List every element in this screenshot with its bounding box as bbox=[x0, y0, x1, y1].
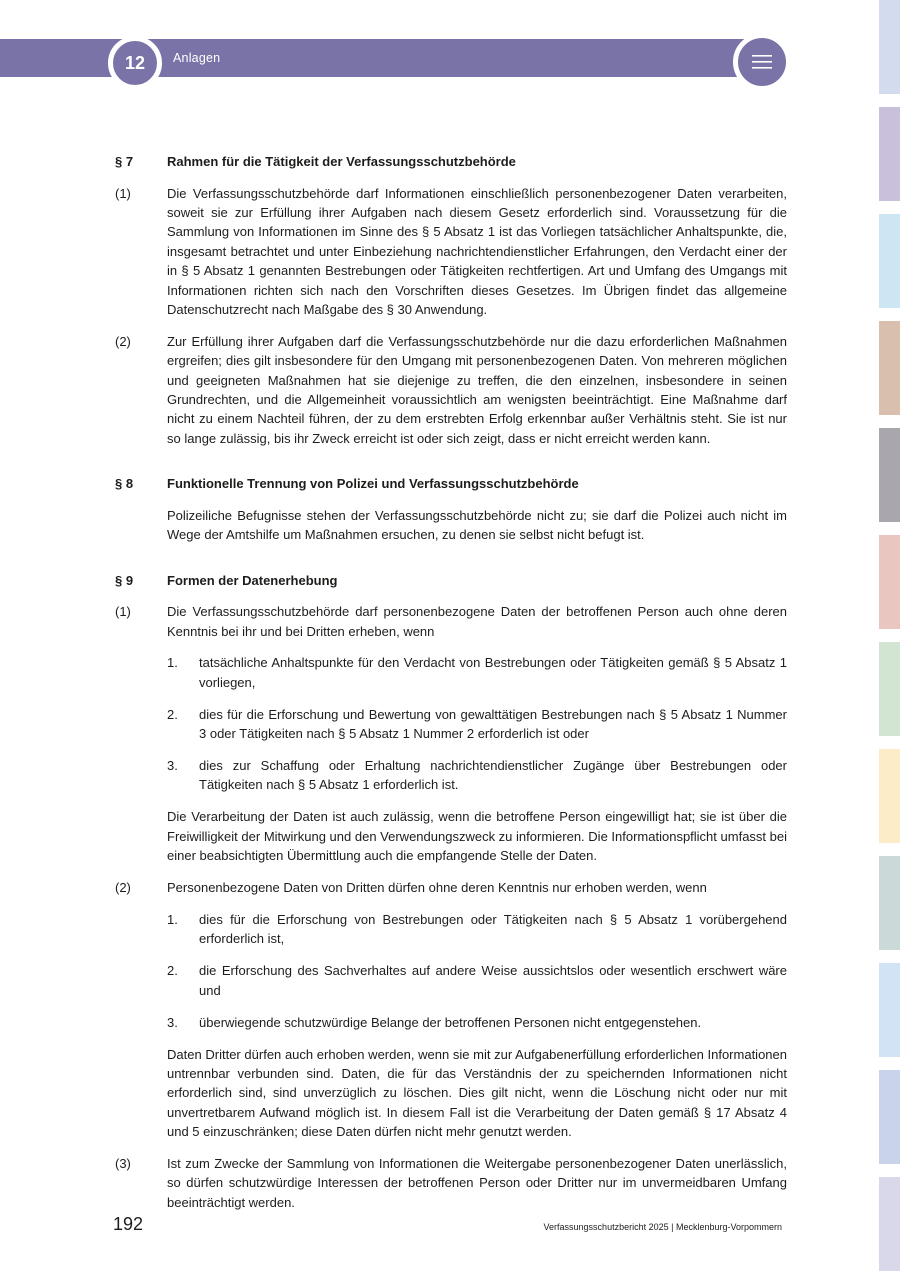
side-tab-chapter-11[interactable] bbox=[879, 1070, 900, 1164]
paragraph-number: (1) bbox=[115, 604, 131, 620]
chapter-number-badge: 12 bbox=[108, 36, 162, 90]
section bbox=[115, 474, 787, 544]
paragraph-number: (2) bbox=[115, 333, 131, 349]
paragraph-text: Die Verarbeitung der Daten ist auch zulässig, wenn die betroffene Person eingewilligt hat; sie ist über die Freiwilligkeit der Mitwirkung und den Verwendungszweck zu informieren. Die Informationspflicht umfasst bei einer beabsichtigten Übermittlung auch die empfangende Stelle der Daten. bbox=[167, 809, 787, 864]
list-item-number: 1. bbox=[167, 911, 178, 927]
side-tab-chapter-4[interactable] bbox=[879, 321, 900, 415]
section-heading bbox=[115, 474, 787, 493]
list-item-number: 2. bbox=[167, 706, 178, 722]
paragraph bbox=[115, 184, 787, 320]
list-item bbox=[167, 705, 787, 744]
side-tab-chapter-2[interactable] bbox=[879, 107, 900, 201]
chapter-label: Anlagen bbox=[173, 51, 221, 65]
paragraph-number bbox=[115, 1045, 167, 1142]
section bbox=[115, 571, 787, 1213]
document-body bbox=[115, 152, 787, 1212]
section-heading bbox=[115, 571, 787, 590]
section-title: Rahmen für die Tätigkeit der Verfassungsschutzbehörde bbox=[167, 154, 516, 169]
paragraph-number: (3) bbox=[115, 1156, 131, 1172]
list-item-number: 3. bbox=[167, 758, 178, 774]
side-tab-chapter-6[interactable] bbox=[879, 535, 900, 629]
side-tab-chapter-3[interactable] bbox=[879, 214, 900, 308]
paragraph-text: Zur Erfüllung ihrer Aufgaben darf die Verfassungsschutzbehörde nur die dazu erforderlichen Maßnahmen ergreifen; dies gilt insbesondere für den Umgang mit personenbezogenen Daten. Von mehreren möglichen und geeigneten Maßnahmen hat sie diejenige zu treffen, die den einzelnen, insbesondere in seinen Grundrechten, und die Allgemeinheit voraussichtlich am wenigsten beeinträchtigt. Eine Maßnahme darf nicht zu einem Nachteil führen, der zu dem erstrebten Erfolg erkennbar außer Verhältnis steht. Sie ist nur so lange zulässig, bis ihr Zweck erreicht ist oder sich zeigt, dass er nicht erreicht werden kann. bbox=[167, 333, 787, 446]
page-number: 192 bbox=[113, 1214, 144, 1234]
numbered-list bbox=[167, 910, 787, 1032]
paragraph-text: Polizeiliche Befugnisse stehen der Verfassungsschutzbehörde nicht zu; sie darf die Polizei auch nicht im Wege der Amtshilfe um Maßnahmen ersuchen, zu denen sie selbst nicht befugt ist. bbox=[167, 507, 787, 543]
list-item-text: die Erforschung des Sachverhaltes auf andere Weise aussichtslos oder wesentlich erschwert wäre und bbox=[199, 963, 787, 998]
menu-button[interactable] bbox=[733, 33, 791, 91]
section-title: Funktionelle Trennung von Polizei und Verfassungsschutzbehörde bbox=[167, 476, 579, 492]
section-heading bbox=[115, 152, 787, 171]
paragraph-number bbox=[115, 807, 167, 865]
section-number: § 9 bbox=[115, 572, 134, 588]
list-item-number: 1. bbox=[167, 655, 178, 671]
list-item-text: dies für die Erforschung von Bestrebungen oder Tätigkeiten nach § 5 Absatz 1 vorübergehend erforderlich ist, bbox=[199, 911, 787, 947]
paragraph-text: Personenbezogene Daten von Dritten dürfen ohne deren Kenntnis nur erhoben werden, wenn bbox=[167, 880, 707, 896]
list-item bbox=[167, 961, 787, 1000]
paragraph-text: Ist zum Zwecke der Sammlung von Informationen die Weitergabe personenbezogener Daten unerlässlich, so dürfen schutzwürdige Interessen der betroffenen Person oder Dritter nur im unvermeidbaren Umfang beeinträchtigt werden. bbox=[167, 1156, 787, 1210]
side-tab-chapter-8[interactable] bbox=[879, 749, 900, 843]
paragraph-text: Daten Dritter dürfen auch erhoben werden, wenn sie mit zur Aufgabenerfüllung erforderlichen Informationen untrennbar verbunden sind. Daten, die für das Verständnis der zu speichernden Informationen nicht erforderlich sind, sind unverzüglich zu löschen. Dies gilt nicht, wenn die Löschung nicht oder nur mit unvertretbarem Aufwand möglich ist. In diesem Fall ist die Verarbeitung der Daten gemäß § 17 Absatz 4 und 5 einzuschränken; diese Daten dürfen nicht mehr genutzt werden. bbox=[167, 1046, 787, 1140]
side-tab-chapter-7[interactable] bbox=[879, 642, 900, 736]
list-item bbox=[167, 653, 787, 692]
side-tab-chapter-5[interactable] bbox=[879, 428, 900, 522]
side-tab-chapter-1[interactable] bbox=[879, 0, 900, 94]
list-item-text: überwiegende schutzwürdige Belange der betroffenen Personen nicht entgegenstehen. bbox=[199, 1014, 702, 1030]
list-item-text: dies für die Erforschung und Bewertung von gewalttätigen Bestrebungen nach § 5 Absatz 1 Nummer 3 oder Tätigkeiten nach § 5 Absatz 1 Nummer 2 erforderlich ist oder bbox=[199, 706, 787, 742]
paragraph bbox=[115, 1045, 787, 1142]
paragraph bbox=[115, 602, 787, 641]
list-item-number: 2. bbox=[167, 963, 178, 979]
hamburger-menu-icon bbox=[752, 55, 772, 69]
section-number: § 8 bbox=[115, 476, 134, 492]
list-item-number: 3. bbox=[167, 1014, 178, 1030]
list-item-text: dies zur Schaffung oder Erhaltung nachrichtendienstlicher Zugänge über Bestrebungen oder Tätigkeiten nach § 5 Absatz 1 erforderlich ist. bbox=[199, 758, 787, 793]
paragraph bbox=[115, 1154, 787, 1212]
paragraph bbox=[115, 332, 787, 448]
paragraph-text: Die Verfassungsschutzbehörde darf personenbezogene Daten der betroffenen Person auch ohne deren Kenntnis bei ihr und bei Dritten erheben, wenn bbox=[167, 604, 787, 639]
footer-publication: Verfassungsschutzbericht 2025 | Mecklenburg-Vorpommern bbox=[543, 1222, 782, 1232]
numbered-list bbox=[167, 653, 787, 794]
list-item-text: tatsächliche Anhaltspunkte für den Verdacht von Bestrebungen oder Tätigkeiten gemäß § 5 Absatz 1 vorliegen, bbox=[199, 655, 787, 690]
side-tab-chapter-10[interactable] bbox=[879, 963, 900, 1057]
section bbox=[115, 152, 787, 448]
paragraph bbox=[115, 506, 787, 545]
paragraph bbox=[115, 807, 787, 865]
list-item bbox=[167, 1013, 787, 1032]
paragraph-number bbox=[115, 506, 167, 545]
paragraph bbox=[115, 878, 787, 897]
section-number: § 7 bbox=[115, 154, 134, 169]
chapter-side-tabs bbox=[879, 0, 900, 1272]
list-item bbox=[167, 756, 787, 795]
side-tab-chapter-9[interactable] bbox=[879, 856, 900, 950]
paragraph-number: (2) bbox=[115, 880, 131, 896]
section-title: Formen der Datenerhebung bbox=[167, 572, 338, 588]
paragraph-number: (1) bbox=[115, 185, 131, 201]
side-tab-chapter-12[interactable] bbox=[879, 1177, 900, 1271]
list-item bbox=[167, 910, 787, 949]
paragraph-text: Die Verfassungsschutzbehörde darf Informationen einschließlich personenbezogener Daten verarbeiten, soweit sie zur Erfüllung ihrer Aufgaben nach diesem Gesetz erforderlich sind. Voraussetzung für die Sammlung von Informationen im Sinne des § 5 Absatz 1 ist das Vorliegen tatsächlicher Anhaltspunkte, die, insgesamt betrachtet und unter Einbeziehung nachrichtendienstlicher Erfahrungen, den Verdacht einer der in § 5 Absatz 1 genannten Bestrebungen oder Tätigkeiten rechtfertigen. Art und Umfang des Umgangs mit Informationen richten sich nach den Vorschriften dieses Gesetzes. Im Übrigen findet das allgemeine Datenschutzrecht nach Maßgabe des § 30 Anwendung. bbox=[167, 185, 787, 317]
